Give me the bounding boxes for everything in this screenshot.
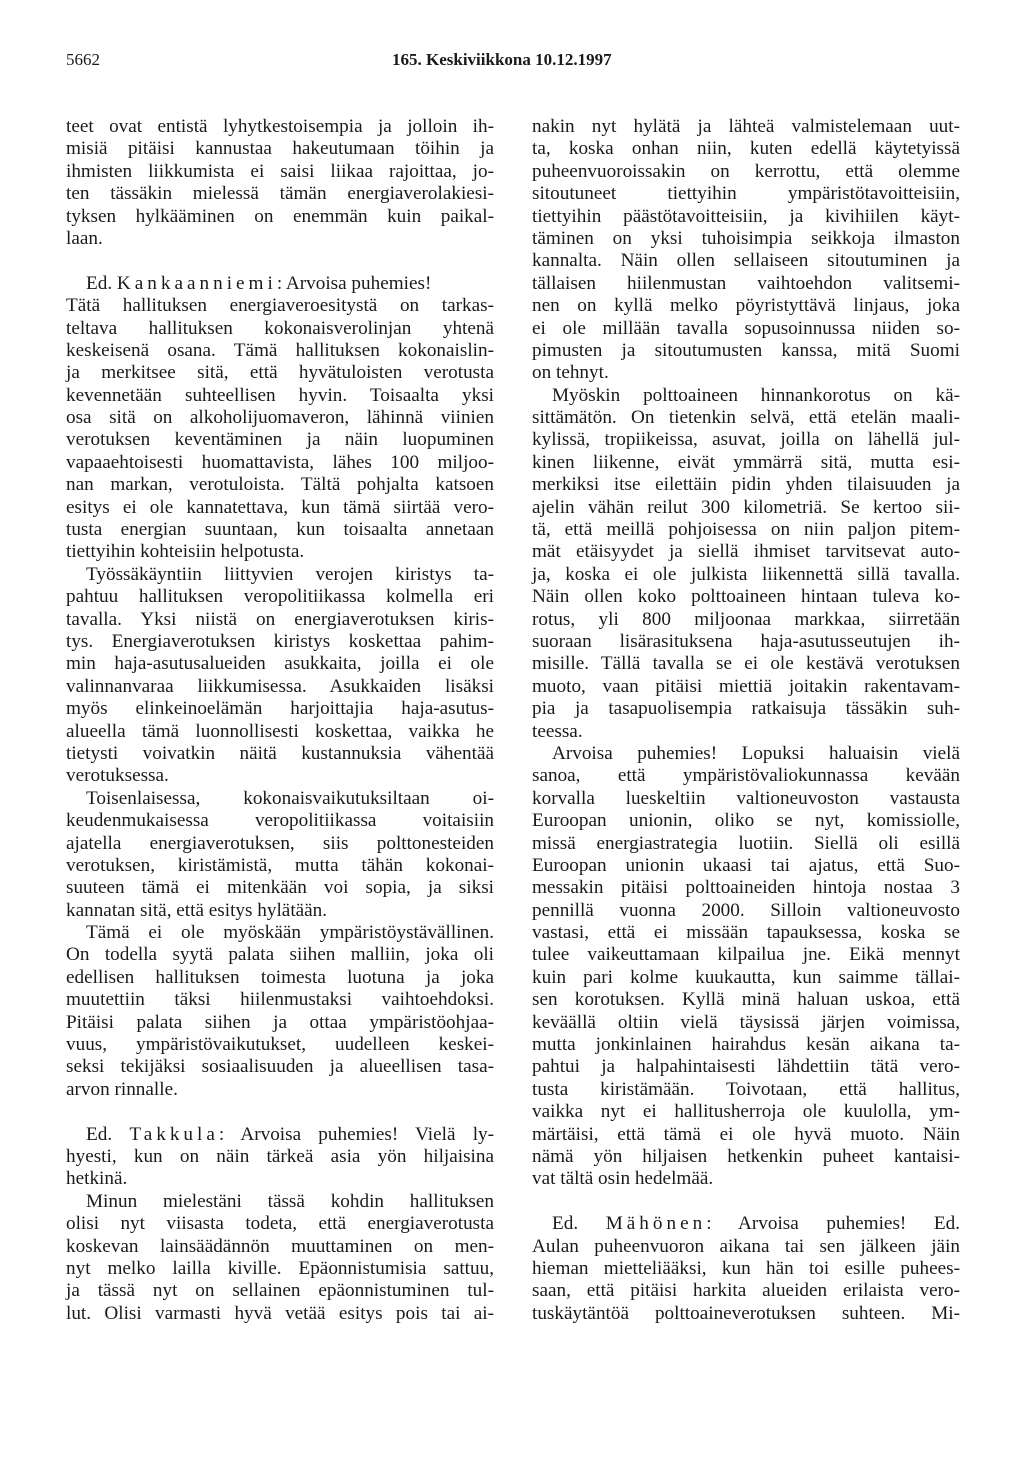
text-line: koskevan lainsäädännön muuttaminen on men- <box>66 1235 494 1257</box>
speech-paragraph <box>532 1213 960 1325</box>
text-line: pahtui ja halpahintaisesti lähdettiin tätä vero- <box>532 1056 960 1078</box>
text-line: tä, että meillä pohjoisessa on niin paljon pitem- <box>532 519 960 541</box>
text-line: osa sitä on alkoholijuomaveron, lähinnä viinien <box>66 407 494 429</box>
text-line: Minun mielestäni tässä kohdin hallituksen <box>86 1190 494 1212</box>
text-line: myös elinkeinoelämän harjoittajia haja-asutus- <box>66 698 494 720</box>
text-line: nen on kyllä melko pöyristyttävä linjaus, joka <box>532 295 960 317</box>
text-line: mät etäisyydet ja siellä ihmiset tarvitsevat auto- <box>532 541 960 563</box>
text-line: vaikka nyt ei hallitusherroja ole kuulolla, ym- <box>532 1101 960 1123</box>
page-number: 5662 <box>66 50 100 69</box>
text-line: verotuksen keventäminen ja näin luopuminen <box>66 429 494 451</box>
text-line: hetkinä. <box>66 1168 128 1190</box>
speaker-rest: : Arvoisa puhemies! <box>276 272 432 294</box>
text-line: laan. <box>66 227 103 249</box>
text-line: esitys ei ole kannatettava, kun tämä siirtää vero- <box>66 496 494 518</box>
text-line: Aulan puheenvuoron aikana tai sen jälkeen jäin <box>532 1235 960 1257</box>
text-line: verotuksen, kiristämistä, mutta tähän kokonai- <box>66 854 494 876</box>
text-line: tusta kiristämään. Toivotaan, että hallitus, <box>532 1078 960 1100</box>
speaker-prefix: Ed. <box>86 272 113 294</box>
speaker-prefix: Ed. <box>552 1213 579 1235</box>
text-line: edellisen hallituksen toimesta luotuna ja joka <box>66 966 494 988</box>
text-line: ta, koska onhan niin, kuten edellä käytetyissä <box>532 138 960 160</box>
text-line: Euroopan unionin ukaasi tai ajatus, että Suo- <box>532 854 960 876</box>
text-line: ja merkitsee sitä, että hyvätuloisten verotusta <box>66 362 494 384</box>
text-line: vat tältä osin hedelmää. <box>532 1168 714 1190</box>
text-line: sitoutuneet tiettyihin ympäristötavoitteisiin, <box>532 183 960 205</box>
text-line: teet ovat entistä lyhytkestoisempia ja jolloin ih- <box>66 116 494 137</box>
text-line: kannalta. Näin ollen sellaiseen sitoutuminen ja <box>532 250 960 272</box>
text-line: saan, että pitäisi harkita alueiden erilaista vero- <box>532 1280 960 1302</box>
text-line: keudenmukaisessa veropolitiikassa voitaisiin <box>66 810 494 832</box>
speaker-line <box>66 273 494 295</box>
text-line: min haja-asutusalueiden asukkaita, joilla ei ole <box>66 653 494 675</box>
text-line: sanoa, että ympäristövaliokunnassa kevään <box>532 765 960 787</box>
running-head: 165. Keskiviikkona 10.12.1997 <box>392 50 612 69</box>
speaker-line <box>532 1213 960 1235</box>
text-line: pia ja tasapuolisempia ratkaisuja tässäkin suh- <box>532 698 960 720</box>
speaker-prefix: Ed. <box>86 1123 113 1145</box>
left-column <box>66 116 494 1325</box>
text-line: korvalla lueskeltiin valtioneuvoston vastausta <box>532 787 960 809</box>
text-line: tietysti voivatkin näitä kustannuksia vähentää <box>66 742 494 764</box>
paragraph <box>66 116 494 250</box>
text-line: suuteen tämä ei mitenkään voi sopia, ja siksi <box>66 877 494 899</box>
text-line: ja tässä nyt on sellainen epäonnistuminen tul- <box>66 1280 494 1302</box>
text-line: ajelin vähän reilut 300 kilometriä. Se kertoo sii- <box>532 496 960 518</box>
text-line: keväällä oltiin vielä täysissä järjen voimissa, <box>532 1011 960 1033</box>
speaker-rest: : Arvoisa puhemies! Ed. <box>706 1213 961 1235</box>
text-line: Pitäisi palata siihen ja ottaa ympäristöohjaa- <box>66 1011 494 1033</box>
text-line: tys. Energiaverotuksen kiristys koskettaa pahim- <box>66 630 494 652</box>
text-line: täminen on yksi tuhoisimpia seikkoja ilmaston <box>532 227 960 249</box>
text-line: kannatan sitä, että esitys hylätään. <box>66 899 328 921</box>
text-line: suoraan lisärasituksena haja-asutusseutujen ih- <box>532 630 960 652</box>
paragraph <box>532 385 960 743</box>
text-line: verotuksessa. <box>66 765 169 787</box>
speaker-line <box>66 1124 494 1146</box>
text-line: pennillä vuonna 2000. Silloin valtioneuvosto <box>532 899 960 921</box>
text-line: seksi tekijäksi sosiaalisuuden ja alueellisen tasa- <box>66 1056 494 1078</box>
speaker-name: Kankaanniemi <box>116 272 277 294</box>
text-line: valinnanvaraa liikkumisessa. Asukkaiden lisäksi <box>66 675 494 697</box>
text-line: arvon rinnalle. <box>66 1078 178 1100</box>
speaker-name: Takkula <box>129 1123 219 1145</box>
text-line: tiettyihin päästötavoitteisiin, ja kivihiilen käyt- <box>532 205 960 227</box>
text-line: nan markan, verotuloista. Tältä pohjalta katsoen <box>66 474 494 496</box>
text-line: alueella tämä luonnollisesti koskettaa, vaikka he <box>66 720 494 742</box>
text-line: hyesti, kun on näin tärkeä asia yön hiljaisina <box>66 1145 494 1167</box>
text-line: ten tässäkin mielessä tämän energiaverolakiesi- <box>66 183 494 205</box>
text-line: pahtuu hallituksen veropolitiikassa kolmella eri <box>66 586 494 608</box>
text-line: Näin ollen koko polttoaineen hintaan tuleva ko- <box>532 586 960 608</box>
text-line: Toisenlaisessa, kokonaisvaikutuksiltaan oi- <box>86 787 494 809</box>
speaker-name: Mähönen <box>605 1213 707 1235</box>
text-line: olisi nyt viisasta todeta, että energiaverotusta <box>66 1213 494 1235</box>
text-line: misiä pitäisi kannustaa hakeutumaan töihin ja <box>66 138 494 160</box>
text-line: rotus, yli 800 miljoonaa markkaa, siirretään <box>532 608 960 630</box>
paragraph <box>532 743 960 1191</box>
text-line: pimusten ja sitoutumusten kanssa, mitä Suomi <box>532 339 960 361</box>
text-line: Euroopan unionin, oliko se nyt, komissiolle, <box>532 810 960 832</box>
text-line: teessa. <box>532 720 583 742</box>
speech-paragraph <box>66 1124 494 1191</box>
text-line: tuskäytäntöä polttoaineverotuksen suhteen. Mi- <box>532 1302 960 1324</box>
text-line: On todella syytä palata siihen malliin, joka oli <box>66 944 494 966</box>
text-line: nyt melko lailla kiville. Epäonnistumisia sattuu, <box>66 1257 494 1279</box>
text-line: vastasi, että ei missään tapauksessa, koska se <box>532 922 960 944</box>
paragraph <box>66 922 494 1101</box>
text-line: teltava hallituksen kokonaisverolinjan yhtenä <box>66 317 494 339</box>
text-line: tavalla. Yksi niistä on energiaverotuksen kiris- <box>66 608 494 630</box>
text-line: messakin pitäisi polttoaineiden hintoja nostaa 3 <box>532 877 960 899</box>
text-line: nämä yön hiljaisen hetkenkin puheet kantaisi- <box>532 1145 960 1167</box>
text-line: Tämä ei ole myöskään ympäristöystävällinen. <box>86 922 494 944</box>
paragraph <box>66 564 494 788</box>
text-line: tusta energian suuntaan, kun toisaalta annetaan <box>66 519 494 541</box>
text-line: nakin nyt hylätä ja lähteä valmistelemaan uut- <box>532 116 960 137</box>
text-line: ei ole millään tavalla sopusoinnussa niiden so- <box>532 317 960 339</box>
text-line: tulee vaikeuttamaan kilpailua jne. Eikä mennyt <box>532 944 960 966</box>
text-line: muoto, vaan pitäisi miettiä joitakin rakentavam- <box>532 675 960 697</box>
text-line: kuin pari kolme kuukautta, kun saimme tällai- <box>532 966 960 988</box>
text-line: vapaaehtoisesti huomattavista, lähes 100 miljoo- <box>66 451 494 473</box>
text-line: hieman mietteliääksi, kun hän toi esille puhees- <box>532 1257 960 1279</box>
text-line: merkiksi itse eilettäin pidin yhden tilaisuuden ja <box>532 474 960 496</box>
text-line: ihmisten liikkumista ei saisi liikaa rajoittaa, jo- <box>66 160 494 182</box>
text-line: kylissä, tropiikeissa, asuvat, joilla on lähellä jul- <box>532 429 960 451</box>
text-line: keskeisenä osana. Tämä hallituksen kokonaislin- <box>66 339 494 361</box>
text-line: puheenvuoroissakin on kerrottu, että olemme <box>532 160 960 182</box>
text-line: Työssäkäyntiin liittyvien verojen kiristys ta- <box>86 563 494 585</box>
text-line: ja, koska ei ole julkista liikennettä sillä tavalla. <box>532 563 960 585</box>
text-line: muutettiin täksi hiilenmustaksi vaihtoehdoksi. <box>66 989 494 1011</box>
text-line: tyksen hylkääminen on enemmän kuin paikal- <box>66 205 494 227</box>
speech-paragraph <box>66 273 494 564</box>
text-line: sen korotuksen. Kyllä minä haluan uskoa, että <box>532 989 960 1011</box>
paragraph <box>66 788 494 922</box>
page-header <box>0 50 1024 74</box>
text-line: on tehnyt. <box>532 362 609 384</box>
text-line: Arvoisa puhemies! Lopuksi haluaisin vielä <box>552 742 960 764</box>
text-line: kinen liikenne, eivät ymmärrä sitä, mutta esi- <box>532 451 960 473</box>
text-line: missä energiastrategia luotiin. Siellä oli esillä <box>532 832 960 854</box>
text-line: sittämätön. On tietenkin selvä, että etelän maali- <box>532 407 960 429</box>
text-line: ajatella energiaverotuksen, siis polttonesteiden <box>66 832 494 854</box>
text-line: lut. Olisi varmasti hyvä vetää esitys pois tai ai- <box>66 1302 494 1324</box>
text-line: kevennetään suhteellisen hyvin. Toisaalta yksi <box>66 384 494 406</box>
text-line: vuus, ympäristövaikutukset, uudelleen keskei- <box>66 1034 494 1056</box>
paragraph <box>532 116 960 385</box>
text-line: tällaisen hiilenmustan vaihtoehdon valitsemi- <box>532 272 960 294</box>
text-line: mutta jonkinlainen hairahdus kesän aikana ta- <box>532 1034 960 1056</box>
right-column <box>532 116 960 1325</box>
text-line: misille. Tällä tavalla se ei ole kestävä verotuksen <box>532 653 960 675</box>
paragraph <box>66 1191 494 1325</box>
text-line: Myöskin polttoaineen hinnankorotus on kä- <box>552 384 960 406</box>
text-line: tiettyihin kohteisiin helpotusta. <box>66 541 305 563</box>
speaker-rest: : Arvoisa puhemies! Vielä ly- <box>218 1123 495 1145</box>
text-line: Tätä hallituksen energiaveroesitystä on tarkas- <box>66 295 494 317</box>
text-line: märtäisi, että tämä ei ole hyvä muoto. Näin <box>532 1123 960 1145</box>
